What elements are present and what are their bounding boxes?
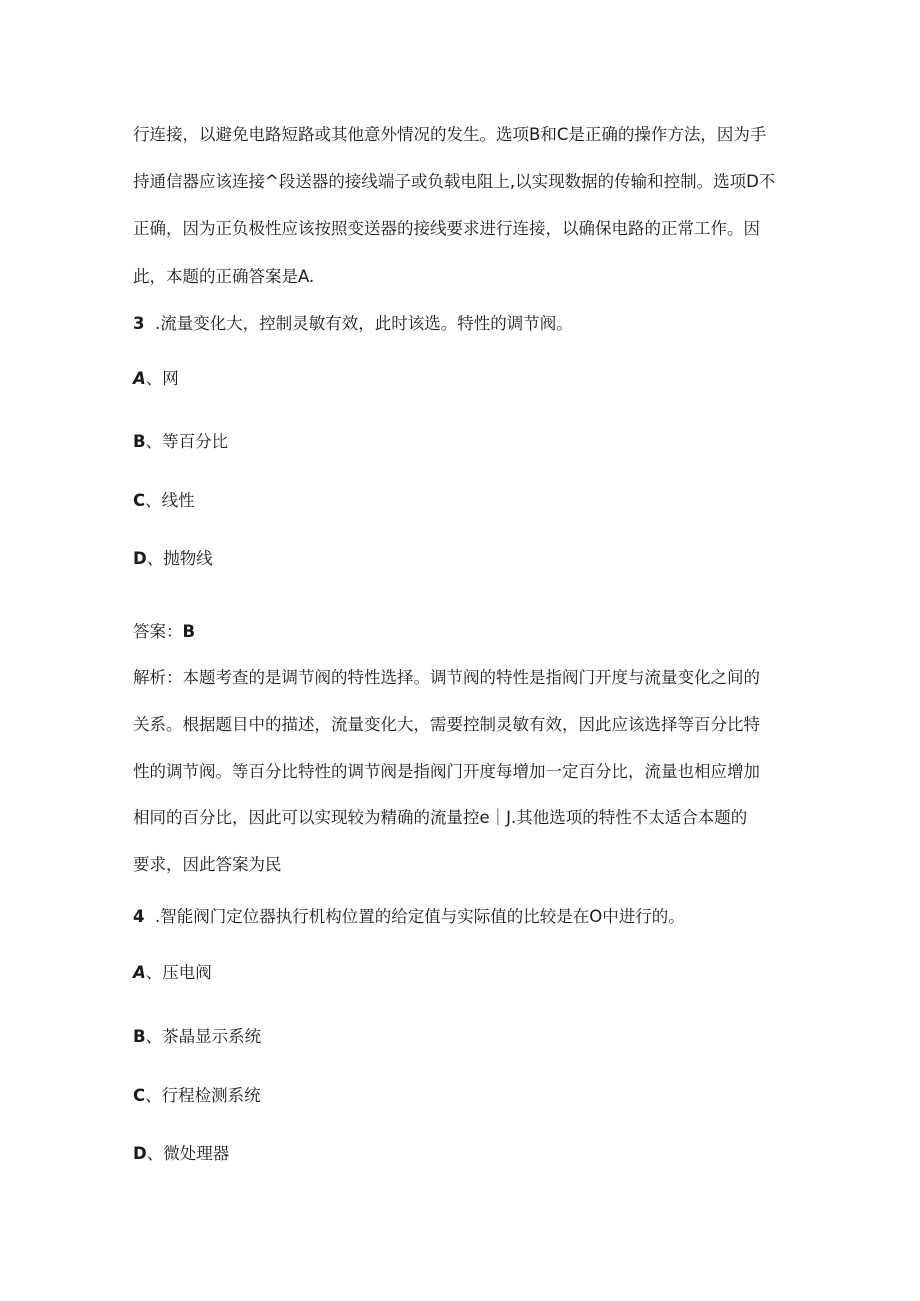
option-letter: B [133, 1027, 146, 1046]
option-letter: B [133, 432, 146, 451]
option-text: 线性 [161, 491, 195, 510]
explanation-line-2: 持通信器应该连接^段送器的接线端子或负载电阻上,以实现数据的传输和控制。选项D不 [133, 172, 776, 191]
option-separator: 、 [145, 1027, 163, 1046]
option-separator: 、 [145, 963, 163, 982]
option-text: 压电阀 [162, 963, 212, 982]
q3-analysis-line-4: 相同的百分比，因此可以实现较为精确的流量控e｜J.其他选项的特性不太适合本题的 [133, 808, 748, 827]
option-separator: 、 [146, 549, 164, 568]
question-number: 4 [133, 907, 145, 926]
option-letter: A [133, 369, 146, 388]
question-number: 3 [133, 314, 145, 333]
q3-analysis-line-2: 关系。根据题目中的描述，流量变化大，需要控制灵敏有效，因此应该选择等百分比特 [133, 715, 760, 734]
q3-option-b [133, 431, 228, 453]
question-4 [133, 906, 685, 928]
q4-option-b [133, 1026, 261, 1048]
explanation-line-4: 此，本题的正确答案是A. [133, 267, 315, 286]
explanation-line-1: 行连接，以避免电路短路或其他意外情况的发生。选项B和C是正确的操作方法，因为手 [133, 125, 767, 144]
answer-label: 答案： [133, 622, 183, 641]
q3-option-c [133, 490, 195, 512]
option-text: 抛物线 [163, 549, 213, 568]
option-text: 等百分比 [162, 432, 229, 451]
q3-option-a [133, 368, 179, 390]
q4-option-c [133, 1085, 261, 1107]
option-separator: 、 [145, 369, 163, 388]
q3-analysis-line-5: 要求，因此答案为民 [133, 855, 282, 874]
option-text: 网 [162, 369, 179, 388]
option-text: 行程检测系统 [161, 1086, 261, 1105]
option-separator: 、 [145, 491, 162, 510]
explanation-line-3: 正确，因为正负极性应该按照变送器的接线要求进行连接，以确保电路的正常工作。因 [133, 219, 760, 238]
q3-analysis-line-1: 解析：本题考查的是调节阀的特性选择。调节阀的特性是指阀门开度与流量变化之间的 [133, 668, 760, 687]
option-letter: D [133, 1144, 147, 1163]
option-letter: C [133, 491, 146, 510]
option-text: 微处理器 [163, 1144, 230, 1163]
question-3 [133, 313, 573, 335]
option-letter: D [133, 549, 147, 568]
option-separator: 、 [145, 1086, 162, 1105]
option-separator: 、 [146, 1144, 164, 1163]
q4-option-d [133, 1143, 229, 1165]
question-text: .智能阀门定位器执行机构位置的给定值与实际值的比较是在O中进行的。 [155, 907, 685, 926]
option-letter: C [133, 1086, 146, 1105]
q3-analysis-line-3: 性的调节阀。等百分比特性的调节阀是指阀门开度每增加一定百分比，流量也相应增加 [133, 762, 760, 781]
question-text: .流量变化大，控制灵敏有效，此时该选。特性的调节阀。 [155, 314, 573, 333]
q3-option-d [133, 548, 213, 570]
option-letter: A [133, 963, 146, 982]
option-text: 茶晶显示系统 [162, 1027, 262, 1046]
option-separator: 、 [145, 432, 163, 451]
q3-answer [133, 621, 195, 643]
q4-option-a [133, 962, 212, 984]
answer-value: B [182, 622, 196, 641]
